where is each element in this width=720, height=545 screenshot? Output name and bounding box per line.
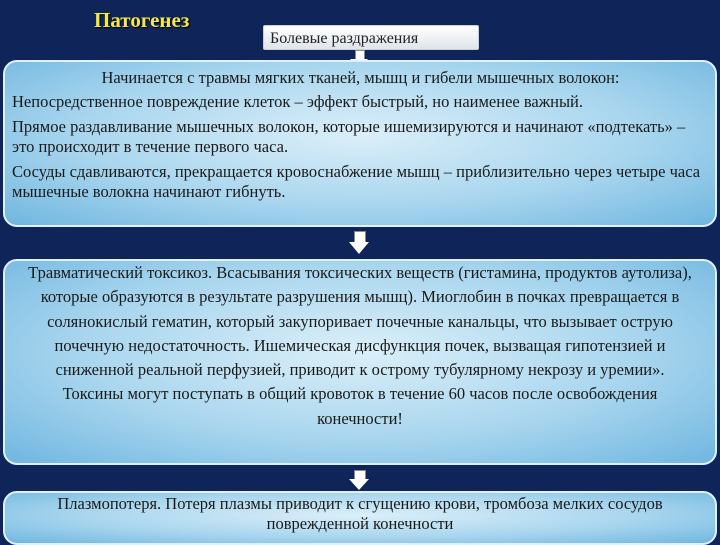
pain-stimuli-label: Болевые раздражения: [263, 25, 479, 50]
injury-paragraph: Непосредственное повреждение клеток – эффект быстрый, но наименее важный.: [12, 92, 584, 111]
plasma-loss-text: Плазмопотеря. Потеря плазмы приводит к сгущению крови, тромбоза мелких сосудов поврежденной конечности: [57, 494, 663, 533]
injury-mechanism-box: [3, 60, 717, 227]
toxicosis-text: Травматический токсикоз. Всасывания токсических веществ (гистамина, продуктов аутолиза), которые образуются в результате разрушения мышц). Миоглобин в почках превращается в солянокислый гематин, который закупоривает почечные канальцы, что вызывает острую почечную недостаточность. Ишемическая дисфункция почек, вызващая гипотензией и сниженной реальной перфузией, приводит к острому тубулярному некрозу и уремии».: [28, 263, 692, 380]
toxicosis-box: [3, 259, 717, 465]
injury-lead-text: Начинается с травмы мягких тканей, мышц и гибели мышечных волокон:: [101, 68, 620, 87]
slide-title: Патогенез: [94, 8, 190, 32]
injury-paragraph: Прямое раздавливание мышечных волокон, которые ишемизируются и начинают «подтекать» – это происходит в течение первого часа.: [12, 117, 686, 156]
injury-paragraph: Сосуды сдавливаются, прекращается кровоснабжение мышц – приблизительно через четыре часа мышечные волокна начинают гибнуть.: [12, 162, 701, 201]
toxins-note-text: Токсины могут поступать в общий кровоток в течение 60 часов после освобождения конечности!: [62, 384, 658, 428]
plasma-loss-box: [3, 491, 717, 545]
